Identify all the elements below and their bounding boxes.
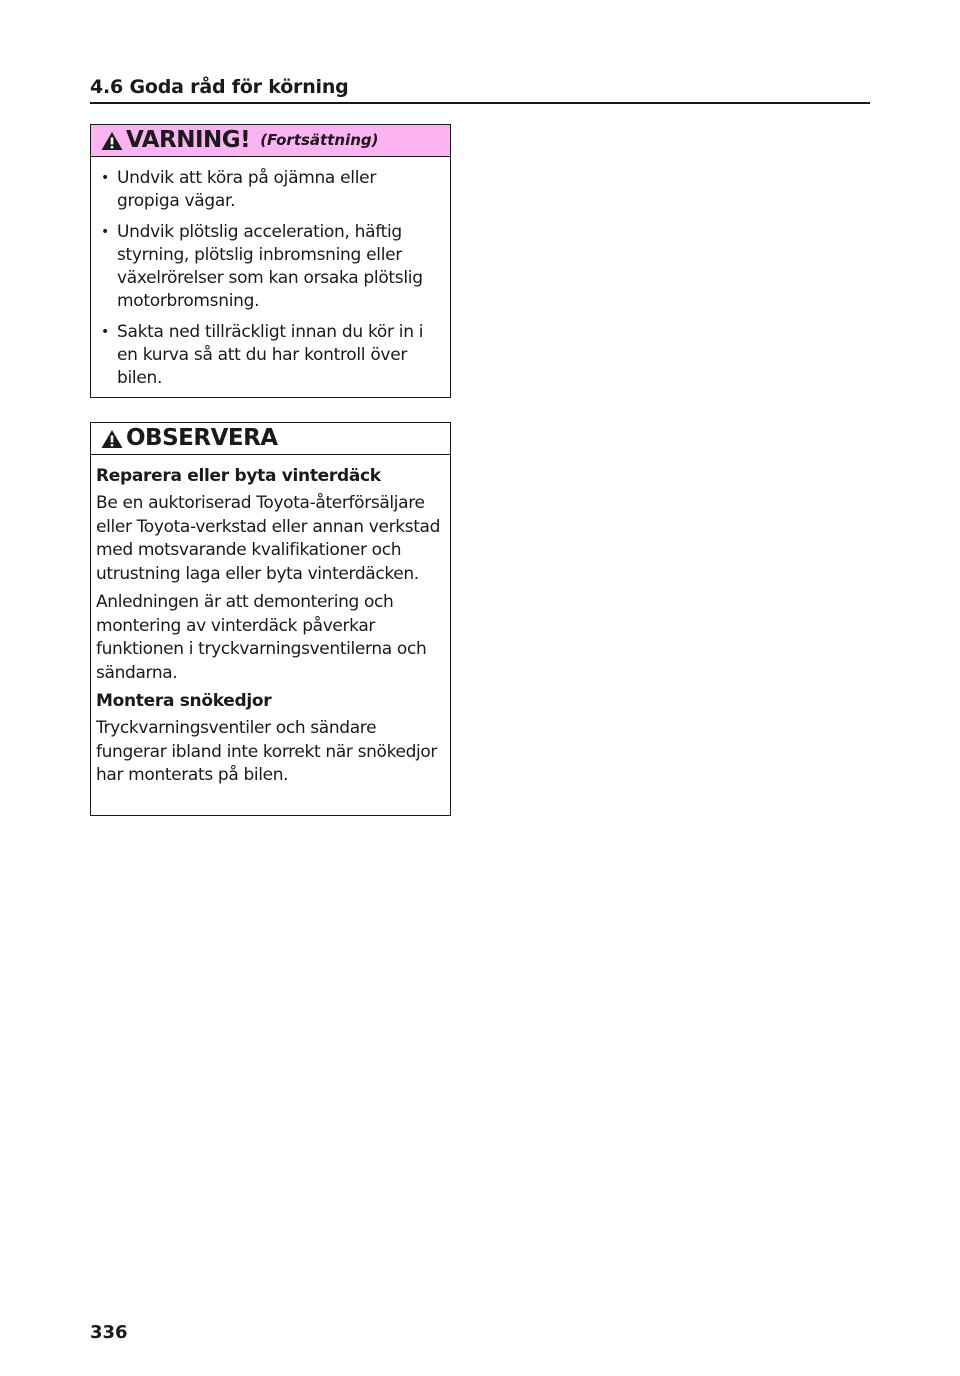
list-item: • Undvik att köra på ojämna eller gropiga vägar. [99,167,440,213]
warning-triangle-icon [101,131,123,151]
warning-label: VARNING! [126,127,251,153]
warning-triangle-icon [101,429,123,449]
notice-box [90,422,451,816]
notice-paragraph: Be en auktoriserad Toyota-återförsäljare eller Toyota-verkstad eller annan verkstad med motsvarande kvalifikationer och utrustning laga eller byta vinterdäcken. [96,493,441,584]
notice-heading: Reparera eller byta vinterdäck [96,466,381,486]
notice-paragraph: Tryckvarningsventiler och sändare fungerar ibland inte korrekt när snökedjor har monterats på bilen. [96,718,438,785]
notice-heading: Montera snökedjor [96,691,272,711]
warning-box [90,124,451,398]
warning-continued: (Fortsättning) [260,131,379,149]
notice-label: OBSERVERA [126,425,278,451]
page-number: 336 [90,1322,128,1343]
list-item: • Sakta ned tillräckligt innan du kör in i en kurva så att du har kontroll över bilen. [99,321,440,390]
section-header [90,72,870,104]
list-item: • Undvik plötslig acceleration, häftig styrning, plötslig inbromsning eller växelrörelser som kan orsaka plötslig motorbromsning. [99,221,440,313]
notice-body [91,455,450,788]
warning-box-header [91,125,450,157]
notice-paragraph: Anledningen är att demontering och montering av vinterdäck påverkar funktionen i tryckvarningsventilerna och sändarna. [96,592,427,683]
warning-list [91,157,450,390]
section-title: 4.6 Goda råd för körning [90,76,349,98]
notice-box-header [91,423,450,455]
